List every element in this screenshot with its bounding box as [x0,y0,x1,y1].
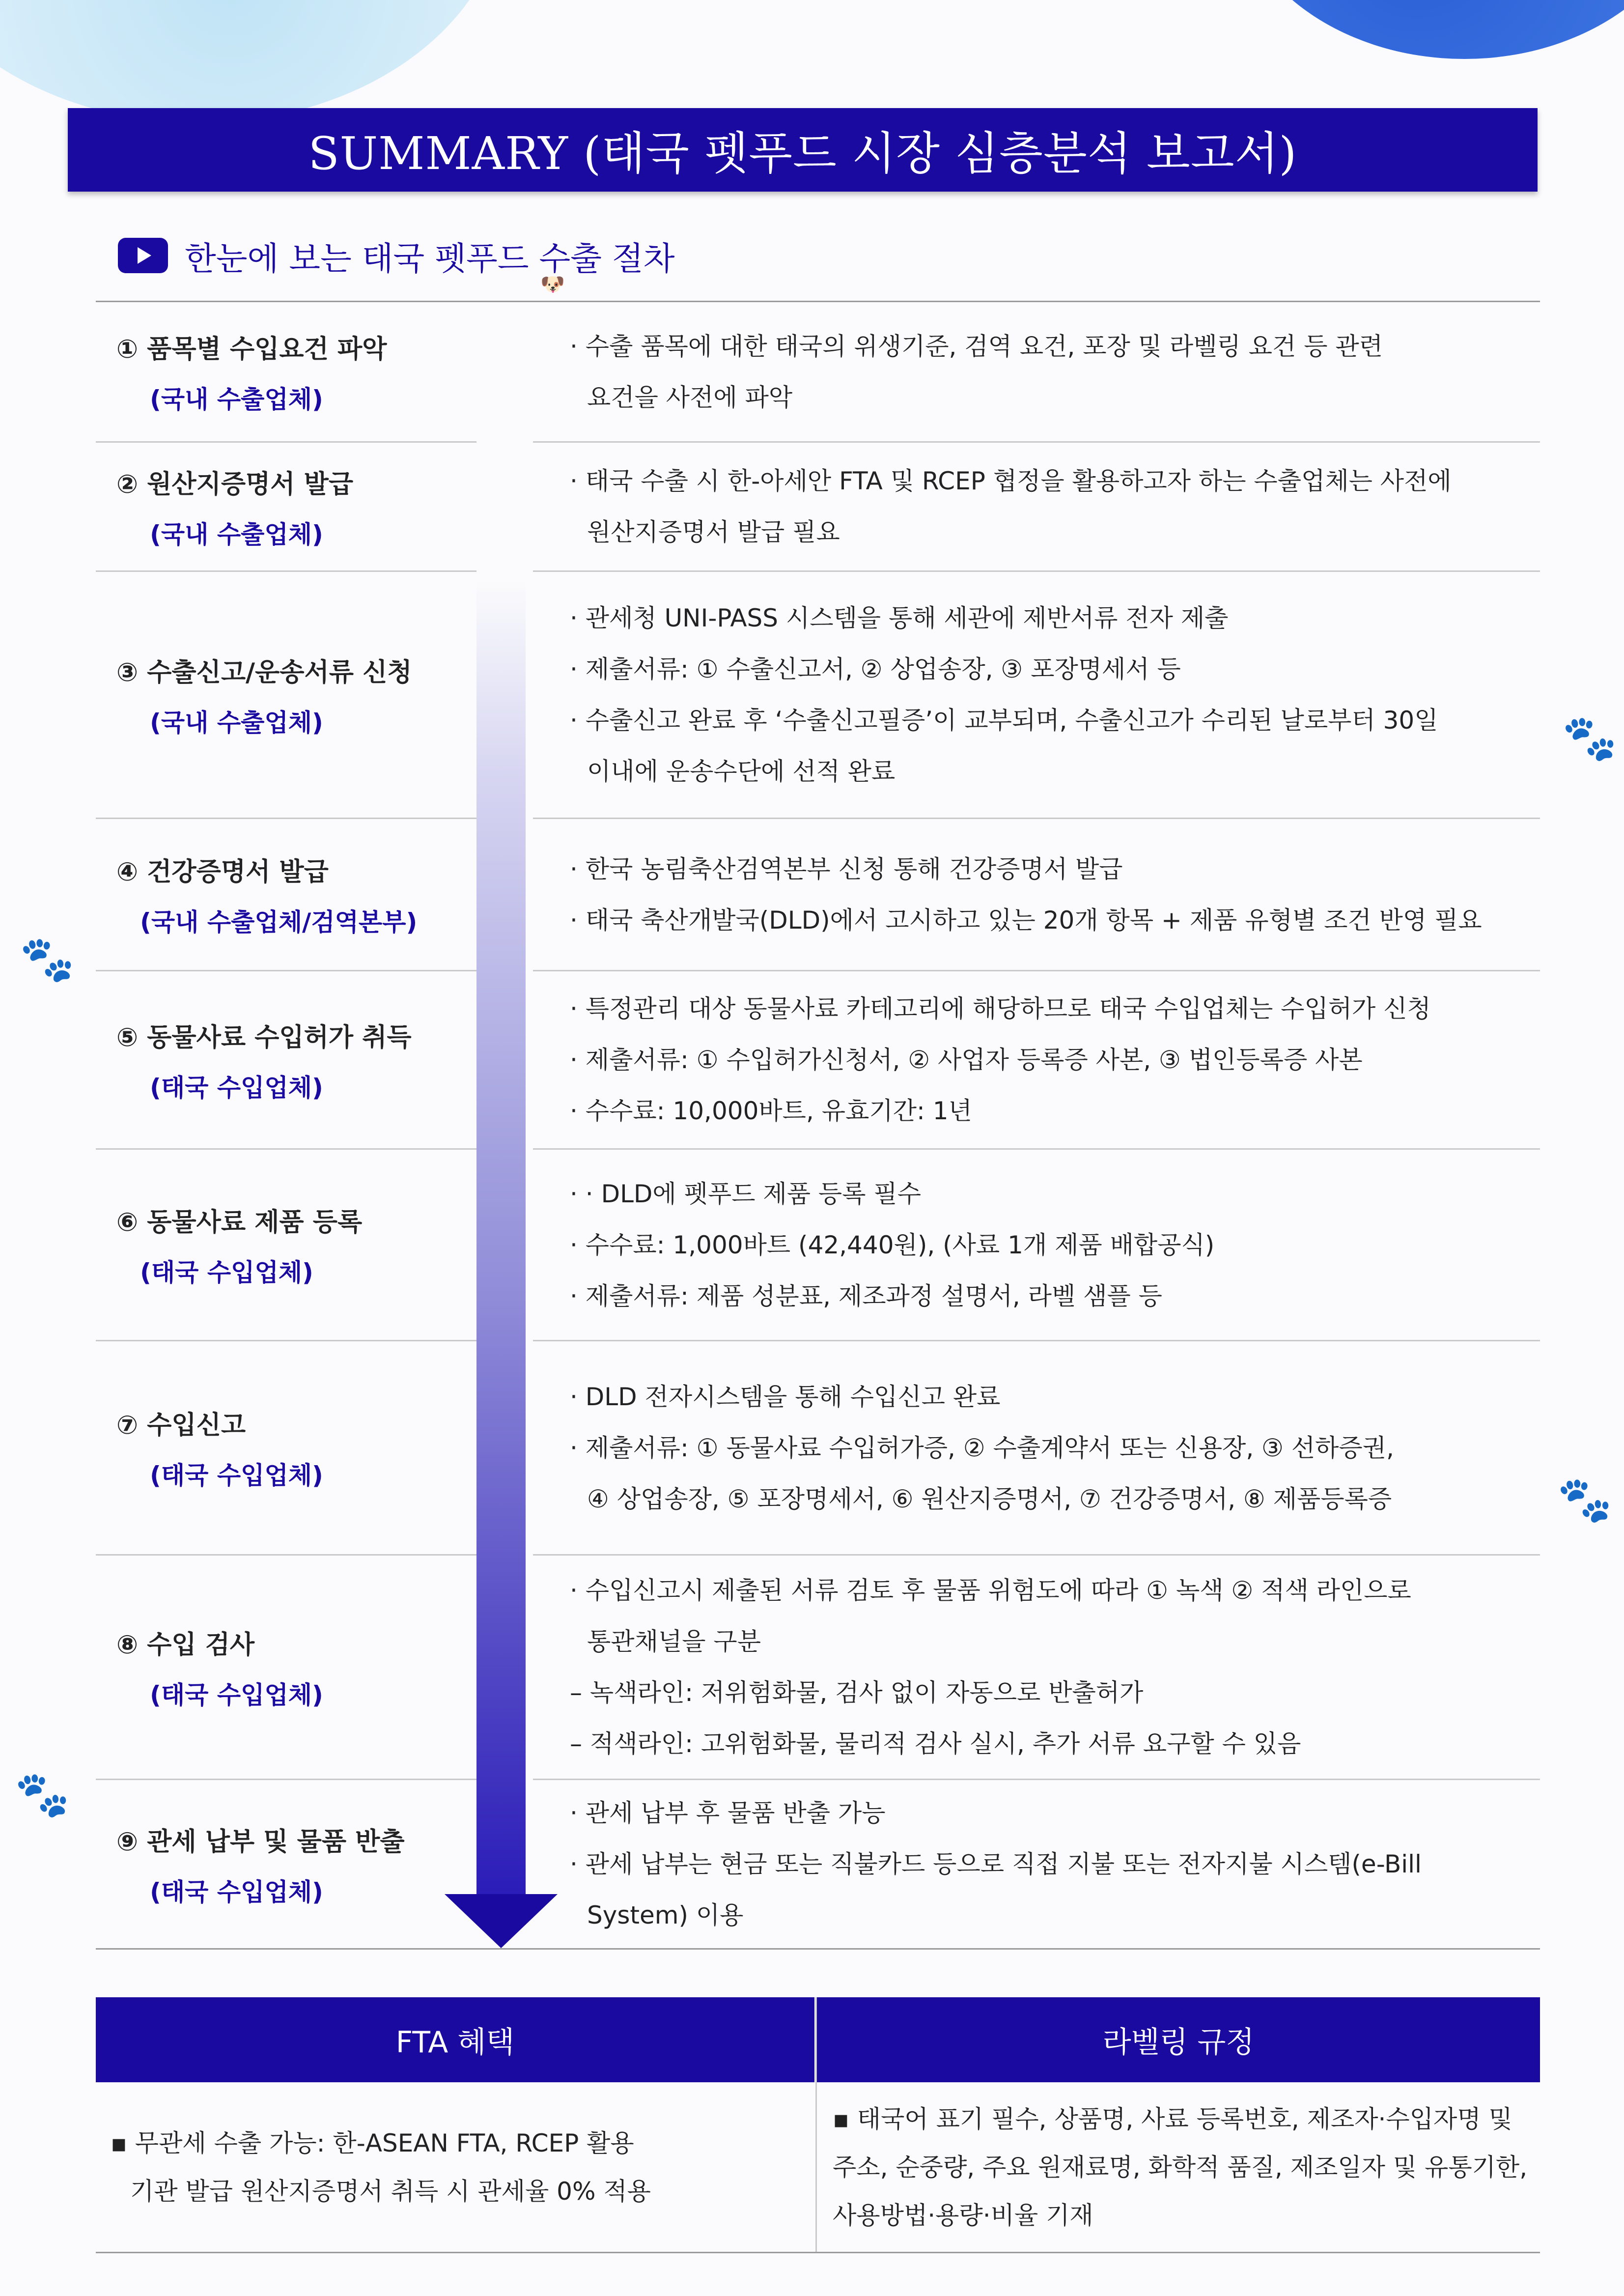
step-detail-line: 이내에 운송수단에 선적 완료 [587,757,896,786]
section-heading-text: 한눈에 보는 태국 펫푸드 수출 절차 [185,239,675,278]
step-actor: (태국 수입업체) [140,1258,313,1287]
step-actor: (태국 수입업체) [150,1680,323,1709]
step-detail-line: · 수출 품목에 대한 태국의 위생기준, 검역 요건, 포장 및 라벨링 요건 등 관련 [570,332,1383,361]
step-detail-line: · 수입신고시 제출된 서류 검토 후 물품 위험도에 따라 ① 녹색 ② 적색 라인으로 [570,1576,1411,1605]
process-step [96,1780,1540,1948]
process-step [96,1150,1540,1340]
step-detail-line: – 적색라인: 고위험화물, 물리적 검사 실시, 추가 서류 요구할 수 있음 [570,1729,1301,1758]
step-detail-line: · 관세 납부 후 물품 반출 가능 [570,1799,886,1827]
paw-print-icon: 🐾 [1557,1474,1613,1526]
step-title: ⑥ 동물사료 제품 등록 [116,1208,363,1237]
step-detail-line: · 태국 수출 시 한-아세안 FTA 및 RCEP 협정을 활용하고자 하는 수출업체는 사전에 [570,467,1452,495]
step-detail-line: · · DLD에 펫푸드 제품 등록 필수 [570,1179,922,1208]
process-step [96,302,1540,441]
step-detail-line: · 수수료: 10,000바트, 유효기간: 1년 [570,1097,972,1125]
step-detail-line: 원산지증명서 발급 필요 [587,518,840,546]
pets-illustration-icon: 🐶 [540,273,565,296]
fta-benefit-cell [111,2082,808,2252]
step-detail-line: · 관세청 UNI-PASS 시스템을 통해 세관에 제반서류 전자 제출 [570,604,1229,632]
page-title: SUMMARY (태국 펫푸드 시장 심층분석 보고서) [68,108,1538,192]
step-title: ① 품목별 수입요건 파악 [116,335,387,364]
paw-print-icon: 🐾 [20,934,75,985]
step-detail-line: · 한국 농림축산검역본부 신청 통해 건강증명서 발급 [570,854,1123,883]
process-step [96,971,1540,1148]
step-detail-line: · 관세 납부는 현금 또는 직불카드 등으로 직접 지불 또는 전자지불 시스템(e-Bill [570,1850,1422,1878]
step-title: ⑧ 수입 검사 [116,1630,255,1660]
play-icon [118,238,168,273]
step-actor: (태국 수입업체) [150,1877,323,1906]
step-detail-line: · 특정관리 대상 동물사료 카테고리에 해당하므로 태국 수입업체는 수입허가 신청 [570,994,1431,1023]
step-actor: (국내 수출업체/검역본부) [140,908,418,936]
step-detail-line: · 수수료: 1,000바트 (42,440원), (사료 1개 제품 배합공식) [570,1230,1215,1259]
step-detail-line: · 제출서류: ① 수출신고서, ② 상업송장, ③ 포장명세서 등 [570,655,1181,683]
labeling-detail-line: 주소, 순중량, 주요 원재료명, 화학적 품질, 제조일자 및 유통기한, [833,2153,1528,2182]
step-detail-line: 요건을 사전에 파악 [587,383,793,412]
labeling-rules-cell [833,2082,1535,2252]
process-step [96,1341,1540,1554]
step-title: ⑨ 관세 납부 및 물품 반출 [116,1827,405,1857]
bottom-divider [96,1948,1540,1950]
step-actor: (국내 수출업체) [150,708,323,737]
step-detail-line: · 제출서류: 제품 성분표, 제조과정 설명서, 라벨 샘플 등 [570,1281,1162,1310]
section-heading [118,228,674,283]
step-detail-line: ④ 상업송장, ⑤ 포장명세서, ⑥ 원산지증명서, ⑦ 건강증명서, ⑧ 제품등록증 [587,1484,1392,1513]
step-actor: (국내 수출업체) [150,520,323,549]
step-detail-line: – 녹색라인: 저위험화물, 검사 없이 자동으로 반출허가 [570,1678,1144,1707]
decorative-blob-top-left [0,0,506,123]
labeling-detail-line: ▪ 태국어 표기 필수, 상품명, 사료 등록번호, 제조자·수입자명 및 [833,2104,1512,2133]
paw-print-icon: 🐾 [15,1769,70,1820]
step-title: ⑦ 수입신고 [116,1411,246,1440]
step-detail-line: · DLD 전자시스템을 통해 수입신고 완료 [570,1382,1001,1411]
step-title: ② 원산지증명서 발급 [116,469,354,499]
process-step [96,443,1540,570]
fta-benefit-header: FTA 혜택 [96,1997,814,2082]
decorative-blob-top-right [1231,0,1624,59]
step-actor: (태국 수입업체) [150,1073,323,1102]
step-actor: (국내 수출업체) [150,385,323,414]
labeling-detail-line: 사용방법·용량·비율 기재 [833,2201,1093,2230]
table-bottom-divider [96,2252,1540,2253]
process-step [96,1556,1540,1779]
paw-print-icon: 🐾 [1562,712,1618,764]
fta-detail-line: ▪ 무관세 수출 가능: 한-ASEAN FTA, RCEP 활용 [111,2128,634,2157]
step-title: ⑤ 동물사료 수입허가 취득 [116,1022,412,1052]
step-title: ④ 건강증명서 발급 [116,857,329,887]
step-detail-line: System) 이용 [587,1901,744,1929]
fta-detail-line: 기관 발급 원산지증명서 취득 시 관세율 0% 적용 [130,2177,651,2206]
step-detail-line: · 태국 축산개발국(DLD)에서 고시하고 있는 20개 항목 + 제품 유형별 조건 반영 필요 [570,906,1482,935]
table-column-divider [815,1997,817,2253]
step-detail-line: · 수출신고 완료 후 ‘수출신고필증’이 교부되며, 수출신고가 수리된 날로부터 30일 [570,706,1438,735]
process-step [96,572,1540,818]
step-title: ③ 수출신고/운송서류 신청 [116,657,412,687]
step-detail-line: · 제출서류: ① 수입허가신청서, ② 사업자 등록증 사본, ③ 법인등록증 사본 [570,1046,1363,1074]
labeling-rules-header: 라벨링 규정 [817,1997,1540,2082]
process-step [96,819,1540,970]
step-detail-line: · 제출서류: ① 동물사료 수입허가증, ② 수출계약서 또는 신용장, ③ 선하증권, [570,1433,1394,1462]
step-actor: (태국 수입업체) [150,1461,323,1490]
step-detail-line: 통관채널을 구분 [587,1627,761,1656]
